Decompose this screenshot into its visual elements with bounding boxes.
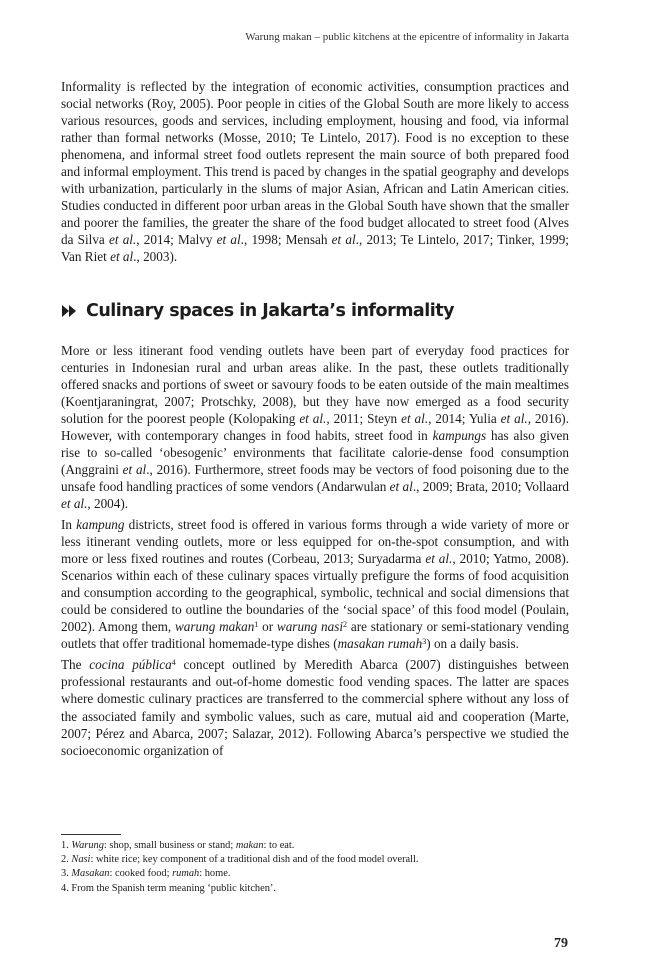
- italic-text: et al: [331, 232, 356, 248]
- text-run: ) on a daily basis.: [426, 636, 519, 652]
- text-run: ., 1998; Mensah: [240, 232, 332, 248]
- footnote-ref: 3: [422, 637, 427, 647]
- text-run: ., 2003).: [133, 249, 178, 265]
- text-run: ., 2009; Brata, 2010; Vollaard: [412, 478, 569, 494]
- text-run: The: [61, 657, 90, 673]
- text-run: Informality is reflected by the integration of economic activities, consumption practices and social networks (Roy, 2005). Poor people in cities of the Global South are more likely to access various resources, goods and services, including employment, housing and food, via informal rather than formal networks (Mosse, 2010; Te Lintelo, 2017). Food is no exception to these phenomena, and informal street food outlets represent the main source of both prepared food and informal employment. This trend is paced by changes in the spatial geography and develops with urbanization, particularly in the slums of major Asian, African and Latin American cities. Studies conducted in different poor urban areas in the Global South have shown that the smaller and poorer the families, the greater the share of the food budget allocated to street food (Alves da Silva: [61, 79, 569, 248]
- italic-text: et al.: [425, 551, 453, 567]
- page-number: 79: [554, 936, 568, 951]
- italic-text: rumah: [172, 868, 200, 880]
- intro-paragraphs: [61, 78, 569, 266]
- italic-text: et al.: [108, 232, 137, 248]
- italic-text: et al: [122, 461, 147, 477]
- text-run: : to eat.: [263, 840, 295, 851]
- italic-text: warung makan: [175, 619, 255, 635]
- section-heading-text: Culinary spaces in Jakarta’s informality: [86, 300, 455, 321]
- text-run: , 2016). However, with contemporary changes in food habits, street food in: [61, 410, 569, 443]
- fast-forward-icon: [61, 305, 80, 317]
- footnote-ref: 4: [171, 658, 176, 668]
- footnote: [61, 839, 569, 853]
- text-run: are stationary or semi-stationary vending outlets that offer traditional homemade-type dishes (: [61, 619, 569, 652]
- text-run: More or less itinerant food vending outlets have been part of everyday food practices for centuries in Indonesian rural and urban areas alike. In the past, these outlets traditionally offered snacks and portions of sweet or savoury foods to be eaten outside of the main mealtimes (Koentjaraningrat, 2007; Protschky, 2008), but they have now emerged as a food security solution for the poorest people (Kolopaking: [61, 342, 569, 426]
- text-run: , 2014; Yulia: [428, 410, 501, 426]
- text-run: 1.: [61, 840, 72, 851]
- text-run: , 2011; Steyn: [326, 410, 402, 426]
- footnote: [61, 853, 569, 867]
- italic-text: et al.: [500, 410, 528, 426]
- italic-text: kampung: [76, 516, 125, 532]
- section-paragraphs: [61, 342, 569, 759]
- section-heading: [61, 301, 569, 321]
- italic-text: et al.: [299, 410, 327, 426]
- paragraph: [61, 656, 569, 758]
- text-run: , 2004).: [87, 495, 129, 511]
- italic-text: Masakan: [71, 868, 110, 880]
- italic-text: cocina pública: [89, 657, 172, 673]
- footnote: [61, 882, 569, 896]
- paragraph: [61, 78, 569, 266]
- italic-text: kampungs: [432, 427, 487, 443]
- text-run: , 2014; Malvy: [136, 232, 217, 248]
- text-run: In: [61, 516, 77, 532]
- italic-text: masakan rumah: [337, 636, 423, 652]
- text-run: has also given rise to so-called ‘obesogenic’ environments that facilitate calorie-dense food consumption (Anggraini: [61, 427, 569, 477]
- text-run: , 2010; Yatmo, 2008). Scenarios within each of these culinary spaces virtually prefigure the forms of food acquisition and consumption according to the geographical, symbolic, technical and social dimensions that could be considered to outline the boundaries of the ‘social space’ of this food model (Poulain, 2002). Among them,: [61, 551, 570, 635]
- footnote: [61, 867, 569, 881]
- italic-text: Warung: [71, 840, 104, 851]
- footnote-ref: 1: [254, 620, 259, 630]
- text-run: concept outlined by Meredith Abarca (2007) distinguishes between professional restaurants and out-of-home domestic food vending spaces. The latter are spaces where domestic culinary practices are transferred to the commercial sphere without any loss of the associated family and symbolic values, such as care, mutual aid and cooperation (Marte, 2007; Pérez and Abarca, 2007; Salazar, 2012). Following Abarca’s perspective we studied the socioeconomic organization of: [61, 657, 569, 758]
- text-run: 4. From the Spanish term meaning ‘public kitchen’.: [61, 882, 276, 894]
- footnotes: [61, 839, 569, 896]
- footnote-ref: 2: [343, 620, 348, 630]
- text-run: 2.: [61, 854, 72, 866]
- text-run: districts, street food is offered in various forms through a wide variety of more or less itinerant vending outlets, more or less equipped for on-the-spot consumption, and with more or less fixed routines and routes (Corbeau, 2013; Suryadarma: [61, 516, 569, 567]
- text-run: : white rice; key component of a traditional dish and of the food model overall.: [90, 854, 419, 866]
- text-run: : home.: [199, 868, 231, 880]
- italic-text: et al.: [61, 495, 88, 511]
- italic-text: et al: [389, 478, 413, 494]
- main-text: [61, 78, 569, 759]
- italic-text: Nasi: [71, 854, 91, 866]
- text-run: 3.: [61, 868, 72, 880]
- running-head: Warung makan – public kitchens at the epicentre of informality in Jakarta: [245, 31, 569, 43]
- text-run: : shop, small business or stand;: [103, 840, 236, 851]
- italic-text: makan: [235, 840, 264, 851]
- text-run: ., 2013; Te Lintelo, 2017; Tinker, 1999; Van Riet: [61, 232, 569, 265]
- italic-text: et al: [110, 249, 134, 265]
- italic-text: warung nasi: [276, 619, 344, 635]
- italic-text: et al: [216, 232, 241, 248]
- paragraph: [61, 342, 569, 512]
- text-run: or: [258, 619, 277, 635]
- text-run: : cooked food;: [109, 868, 173, 880]
- text-run: ., 2016). Furthermore, street foods may be vectors of food poisoning due to the unsafe food handling practices of some vendors (Andarwulan: [61, 461, 569, 494]
- italic-text: et al.: [401, 410, 429, 426]
- paragraph: [61, 516, 569, 652]
- footnote-rule: [61, 834, 121, 835]
